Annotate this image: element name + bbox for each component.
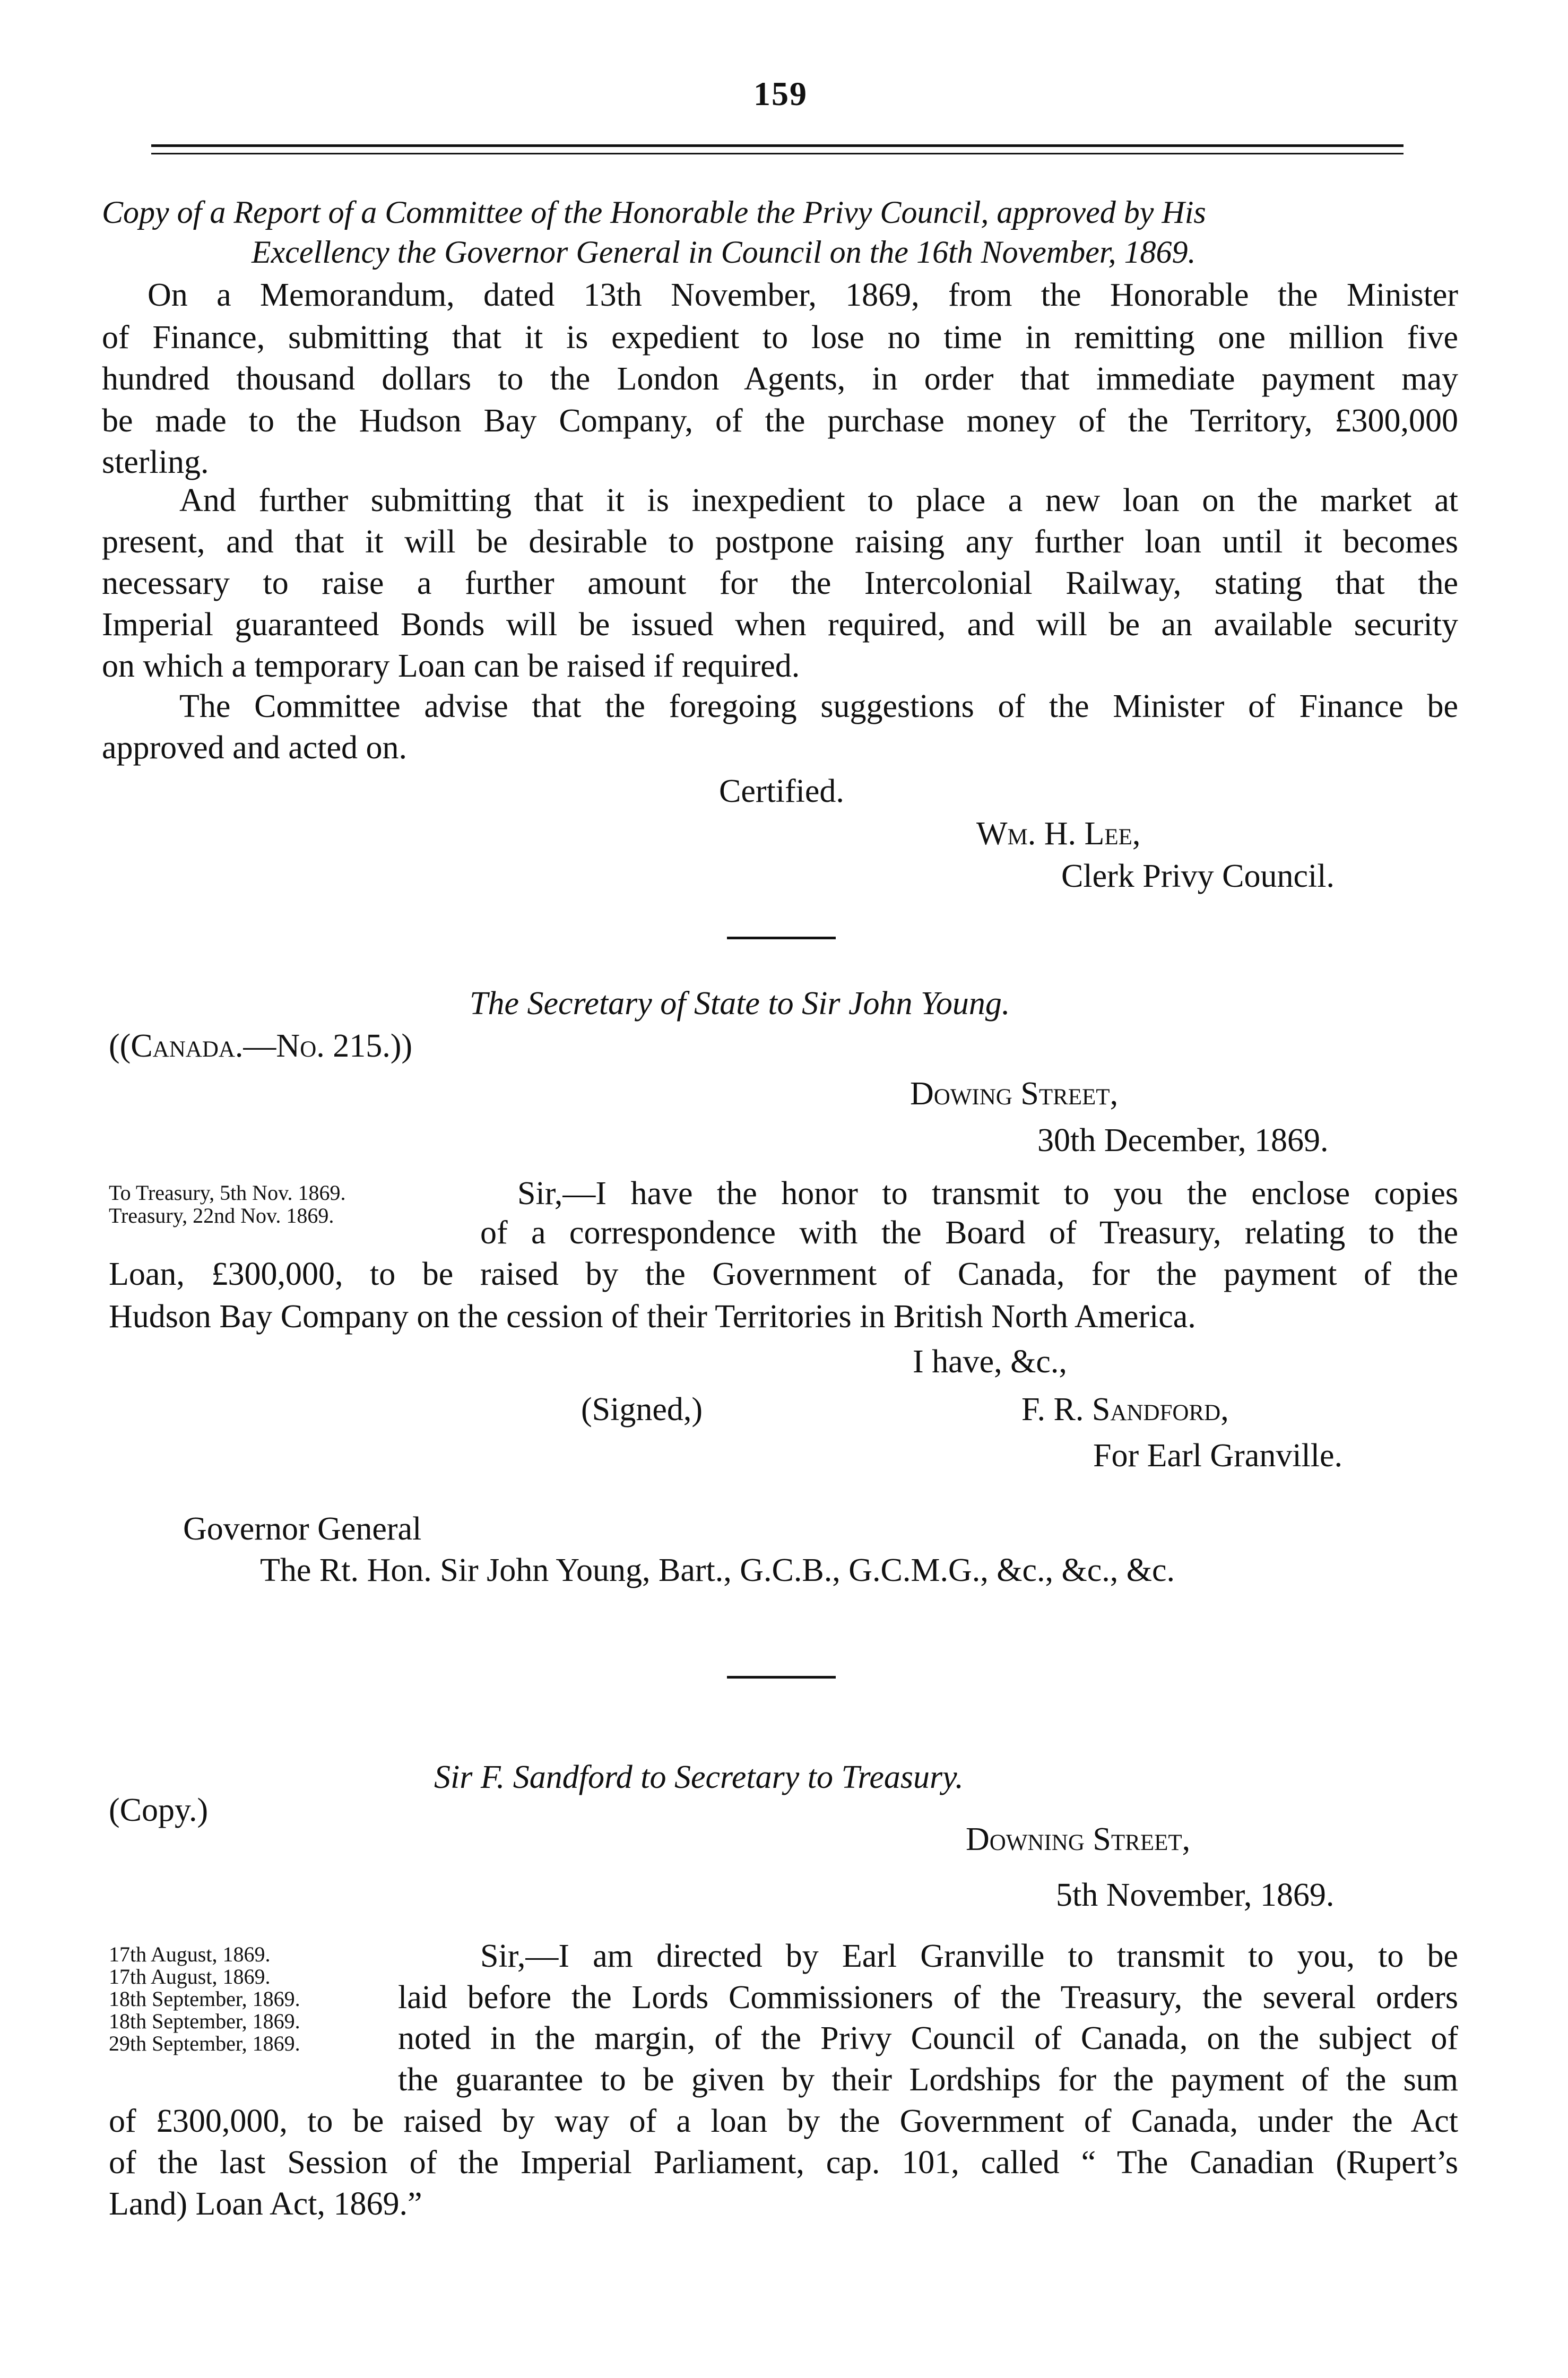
letter2-copy-label: (Copy.) (109, 1792, 209, 1828)
letter1-signer-for: For Earl Granville. (1093, 1438, 1343, 1474)
letter2-margin-note: 29th September, 1869. (109, 2031, 300, 2055)
section-divider-2 (727, 1676, 836, 1679)
letter1-reference: ((Canada.—No. 215.)) (109, 1028, 413, 1064)
text-line: On a Memorandum, dated 13th November, 1869, from the Honorable the Minister (148, 277, 1458, 313)
report-heading-line2: Excellency the Governor General in Council on the 16th November, 1869. (252, 235, 1196, 270)
letter1-closing: I have, &c., (913, 1344, 1067, 1380)
text-line: necessary to raise a further amount for the Intercolonial Railway, stating that the (102, 565, 1458, 601)
report-signer-name: Wm. H. Lee, (976, 816, 1141, 852)
letter1-date: 30th December, 1869. (1037, 1122, 1329, 1158)
text-line: on which a temporary Loan can be raised if required. (102, 648, 800, 684)
text-line: Imperial guaranteed Bonds will be issued when required, and will be an available security (102, 607, 1458, 643)
letter2-margin-note: 17th August, 1869. (109, 1965, 271, 1988)
letter1-place: Dowing Street, (910, 1076, 1119, 1112)
section-divider-1 (727, 937, 836, 939)
certified-label: Certified. (719, 773, 844, 809)
text-line: Land) Loan Act, 1869.” (109, 2186, 422, 2222)
report-heading-line1: Copy of a Report of a Committee of the Honorable the Privy Council, approved by His (102, 195, 1206, 230)
text-line: sterling. (102, 444, 209, 480)
letter2-margin-note: 18th September, 1869. (109, 1987, 300, 2011)
text-line: of Finance, submitting that it is expedient to lose no time in remitting one million five (102, 319, 1458, 356)
text-line: of £300,000, to be raised by way of a loan by the Government of Canada, under the Act (109, 2103, 1458, 2139)
text-line: hundred thousand dollars to the London Agents, in order that immediate payment may (102, 361, 1458, 397)
text-line: And further submitting that it is inexpedient to place a new loan on the market at (179, 482, 1458, 518)
letter2-place: Downing Street, (966, 1821, 1191, 1857)
text-line: present, and that it will be desirable to postpone raising any further loan until it becomes (102, 524, 1458, 560)
letter1-signer: F. R. Sandford, (1021, 1391, 1229, 1428)
letter1-addressee-line1: Governor General (183, 1511, 422, 1547)
text-line: the guarantee to be given by their Lordships for the payment of the sum (398, 2062, 1458, 2098)
letter1-title: The Secretary of State to Sir John Young. (470, 985, 1010, 1022)
text-line: Sir,—I am directed by Earl Granville to transmit to you, to be (480, 1938, 1458, 1974)
letter1-margin-note: To Treasury, 5th Nov. 1869. (109, 1181, 346, 1205)
text-line: noted in the margin, of the Privy Council of Canada, on the subject of (398, 2020, 1458, 2056)
letter2-title: Sir F. Sandford to Secretary to Treasury. (434, 1759, 964, 1795)
text-line: approved and acted on. (102, 730, 407, 766)
letter2-margin-note: 17th August, 1869. (109, 1942, 271, 1966)
letter2-margin-note: 18th September, 1869. (109, 2009, 300, 2033)
report-signer-title: Clerk Privy Council. (1061, 858, 1335, 894)
letter1-addressee-line2: The Rt. Hon. Sir John Young, Bart., G.C.B., G.C.M.G., &c., &c., &c. (260, 1552, 1175, 1588)
text-line: of the last Session of the Imperial Parliament, cap. 101, called “ The Canadian (Rupert’s (109, 2144, 1458, 2181)
text-line: Loan, £300,000, to be raised by the Government of Canada, for the payment of the (109, 1256, 1458, 1292)
letter1-signed: (Signed,) (581, 1391, 703, 1428)
text-line: be made to the Hudson Bay Company, of the purchase money of the Territory, £300,000 (102, 403, 1458, 439)
letter2-date: 5th November, 1869. (1056, 1877, 1335, 1913)
text-line: of a correspondence with the Board of Treasury, relating to the (480, 1215, 1458, 1251)
header-rule-bottom (151, 153, 1404, 154)
text-line: Hudson Bay Company on the cession of their Territories in British North America. (109, 1299, 1196, 1335)
text-line: The Committee advise that the foregoing suggestions of the Minister of Finance be (179, 688, 1458, 724)
letter1-margin-note: Treasury, 22nd Nov. 1869. (109, 1204, 334, 1227)
header-rule-top (151, 144, 1404, 147)
page-number: 159 (753, 75, 808, 113)
text-line: Sir,—I have the honor to transmit to you the enclose copies (517, 1175, 1458, 1212)
text-line: laid before the Lords Commissioners of the Treasury, the several orders (398, 1979, 1458, 2016)
letter1-reference-text: (Canada.—No. 215.) (119, 1028, 402, 1064)
